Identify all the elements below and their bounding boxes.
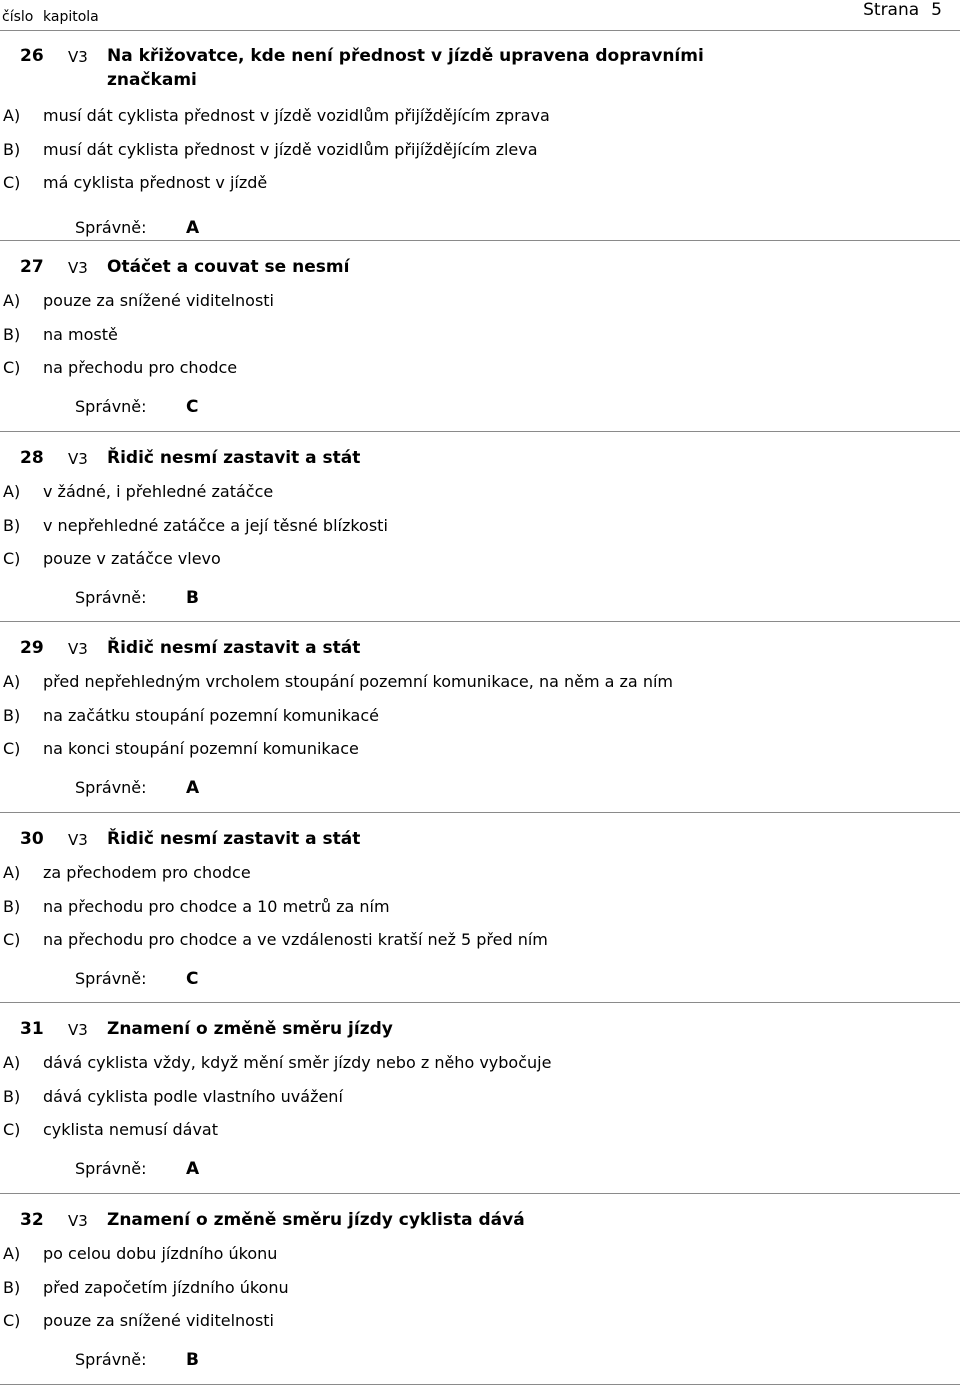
question-chapter: V3 [68, 449, 88, 468]
answer-option [0, 704, 960, 728]
question-chapter: V3 [68, 48, 88, 66]
answer-letter: C) [3, 1120, 21, 1139]
question-block [0, 240, 960, 432]
question-chapter: V3 [68, 830, 88, 849]
answer-text: na začátku stoupání pozemní komunikacé [43, 706, 379, 725]
question-block [0, 1002, 960, 1194]
answer-option [0, 323, 960, 347]
answer-option [0, 171, 960, 195]
question-block [0, 1193, 960, 1385]
correct-answer-label: Správně: [75, 218, 147, 237]
answer-letter: C) [3, 1310, 21, 1330]
correct-answer-label: Správně: [75, 968, 147, 988]
answer-letter: B) [3, 1087, 21, 1106]
question-block [0, 621, 960, 813]
bottom-divider [0, 1384, 960, 1385]
answer-letter: A) [3, 1053, 21, 1072]
question-number: 30 [20, 828, 44, 849]
answer-option [0, 547, 960, 571]
answer-option [0, 138, 960, 162]
question-number: 29 [20, 638, 44, 658]
answer-text: má cyklista přednost v jízdě [43, 173, 268, 192]
answer-option [0, 1276, 960, 1300]
question-text: Na křižovatce, kde není přednost v jízdě upravena dopravními značkami [107, 46, 704, 90]
question-text: Znamení o změně směru jízdy [107, 1019, 393, 1039]
answer-option [0, 1309, 960, 1333]
answer-text: na mostě [43, 325, 118, 344]
correct-answer-value: B [186, 587, 199, 608]
question-chapter: V3 [68, 1021, 88, 1039]
question-number: 27 [20, 257, 44, 277]
answer-text: v nepřehledné zatáčce a její těsné blízkosti [43, 515, 388, 535]
answer-option [0, 480, 960, 504]
question-chapter: V3 [68, 259, 88, 277]
answer-option [0, 928, 960, 952]
question-text: Řidič nesmí zastavit a stát [107, 447, 361, 468]
correct-answer-value: B [186, 1349, 199, 1370]
correct-answer-label: Správně: [75, 778, 147, 797]
answer-letter: A) [3, 862, 21, 882]
question-chapter: V3 [68, 640, 88, 658]
answer-text: před nepřehledným vrcholem stoupání pozemní komunikace, na něm a za ním [43, 672, 673, 691]
question-block [0, 431, 960, 623]
answer-text: v žádné, i přehledné zatáčce [43, 481, 274, 501]
question-number: 31 [20, 1019, 44, 1039]
answer-option [0, 737, 960, 761]
answer-option [0, 289, 960, 313]
answer-text: dává cyklista vždy, když mění směr jízdy nebo z něho vybočuje [43, 1053, 552, 1072]
answer-letter: B) [3, 140, 21, 159]
answer-option [0, 1085, 960, 1109]
answer-text: musí dát cyklista přednost v jízdě vozidlům přijíždějícím zleva [43, 140, 538, 159]
question-chapter: V3 [68, 1211, 88, 1230]
answer-text: na konci stoupání pozemní komunikace [43, 739, 359, 758]
correct-answer-label: Správně: [75, 587, 147, 607]
answer-text: za přechodem pro chodce [43, 862, 251, 882]
answer-letter: B) [3, 706, 21, 725]
answer-text: pouze v zatáčce vlevo [43, 548, 221, 568]
column-label-number: číslo [2, 9, 34, 25]
answer-option [0, 104, 960, 128]
answer-letter: B) [3, 325, 21, 344]
answer-text: před započetím jízdního úkonu [43, 1277, 289, 1297]
question-number: 28 [20, 447, 44, 468]
correct-answer-value: C [186, 968, 199, 989]
correct-answer-value: A [186, 778, 200, 798]
page-header [0, 0, 960, 31]
correct-answer-value: A [186, 1159, 200, 1179]
answer-option [0, 514, 960, 538]
answer-letter: C) [3, 358, 21, 377]
answer-option [0, 356, 960, 380]
question-number: 32 [20, 1209, 44, 1230]
correct-answer-value: A [186, 218, 200, 238]
answer-option [0, 895, 960, 919]
answer-letter: B) [3, 896, 21, 916]
answer-option [0, 670, 960, 694]
question-text: Znamení o změně směru jízdy cyklista dává [107, 1209, 525, 1230]
question-block [0, 30, 960, 252]
column-label-chapter: kapitola [43, 9, 99, 25]
answer-letter: C) [3, 173, 21, 192]
answer-option [0, 1242, 960, 1266]
answer-letter: B) [3, 1277, 21, 1297]
answer-option [0, 861, 960, 885]
answer-letter: C) [3, 929, 21, 949]
answer-text: na přechodu pro chodce a 10 metrů za ním [43, 896, 390, 916]
answer-letter: A) [3, 672, 21, 691]
answer-option [0, 1051, 960, 1075]
answer-text: pouze za snížené viditelnosti [43, 1310, 274, 1330]
question-text: Řidič nesmí zastavit a stát [107, 638, 361, 658]
question-number: 26 [20, 46, 44, 66]
page-indicator [863, 0, 942, 20]
answer-letter: C) [3, 739, 21, 758]
answer-text: cyklista nemusí dávat [43, 1120, 219, 1139]
answer-letter: A) [3, 106, 21, 125]
correct-answer-label: Správně: [75, 1159, 147, 1178]
answer-option [0, 1118, 960, 1142]
answer-text: dává cyklista podle vlastního uvážení [43, 1087, 343, 1106]
answer-letter: B) [3, 515, 21, 535]
answer-letter: A) [3, 481, 21, 501]
answer-text: pouze za snížené viditelnosti [43, 291, 274, 310]
page-number: 5 [931, 0, 942, 20]
answer-letter: C) [3, 548, 21, 568]
question-text: Otáčet a couvat se nesmí [107, 257, 350, 277]
page-label: Strana [863, 0, 920, 20]
answer-text: po celou dobu jízdního úkonu [43, 1243, 278, 1263]
question-block [0, 812, 960, 1004]
correct-answer-value: C [186, 397, 199, 417]
correct-answer-label: Správně: [75, 1349, 147, 1369]
answer-text: na přechodu pro chodce a ve vzdálenosti kratší než 5 před ním [43, 929, 548, 949]
correct-answer-label: Správně: [75, 397, 147, 416]
question-text: Řidič nesmí zastavit a stát [107, 828, 361, 849]
answer-letter: A) [3, 1243, 21, 1263]
answer-text: na přechodu pro chodce [43, 358, 238, 377]
answer-letter: A) [3, 291, 21, 310]
answer-text: musí dát cyklista přednost v jízdě vozidlům přijíždějícím zprava [43, 106, 550, 125]
